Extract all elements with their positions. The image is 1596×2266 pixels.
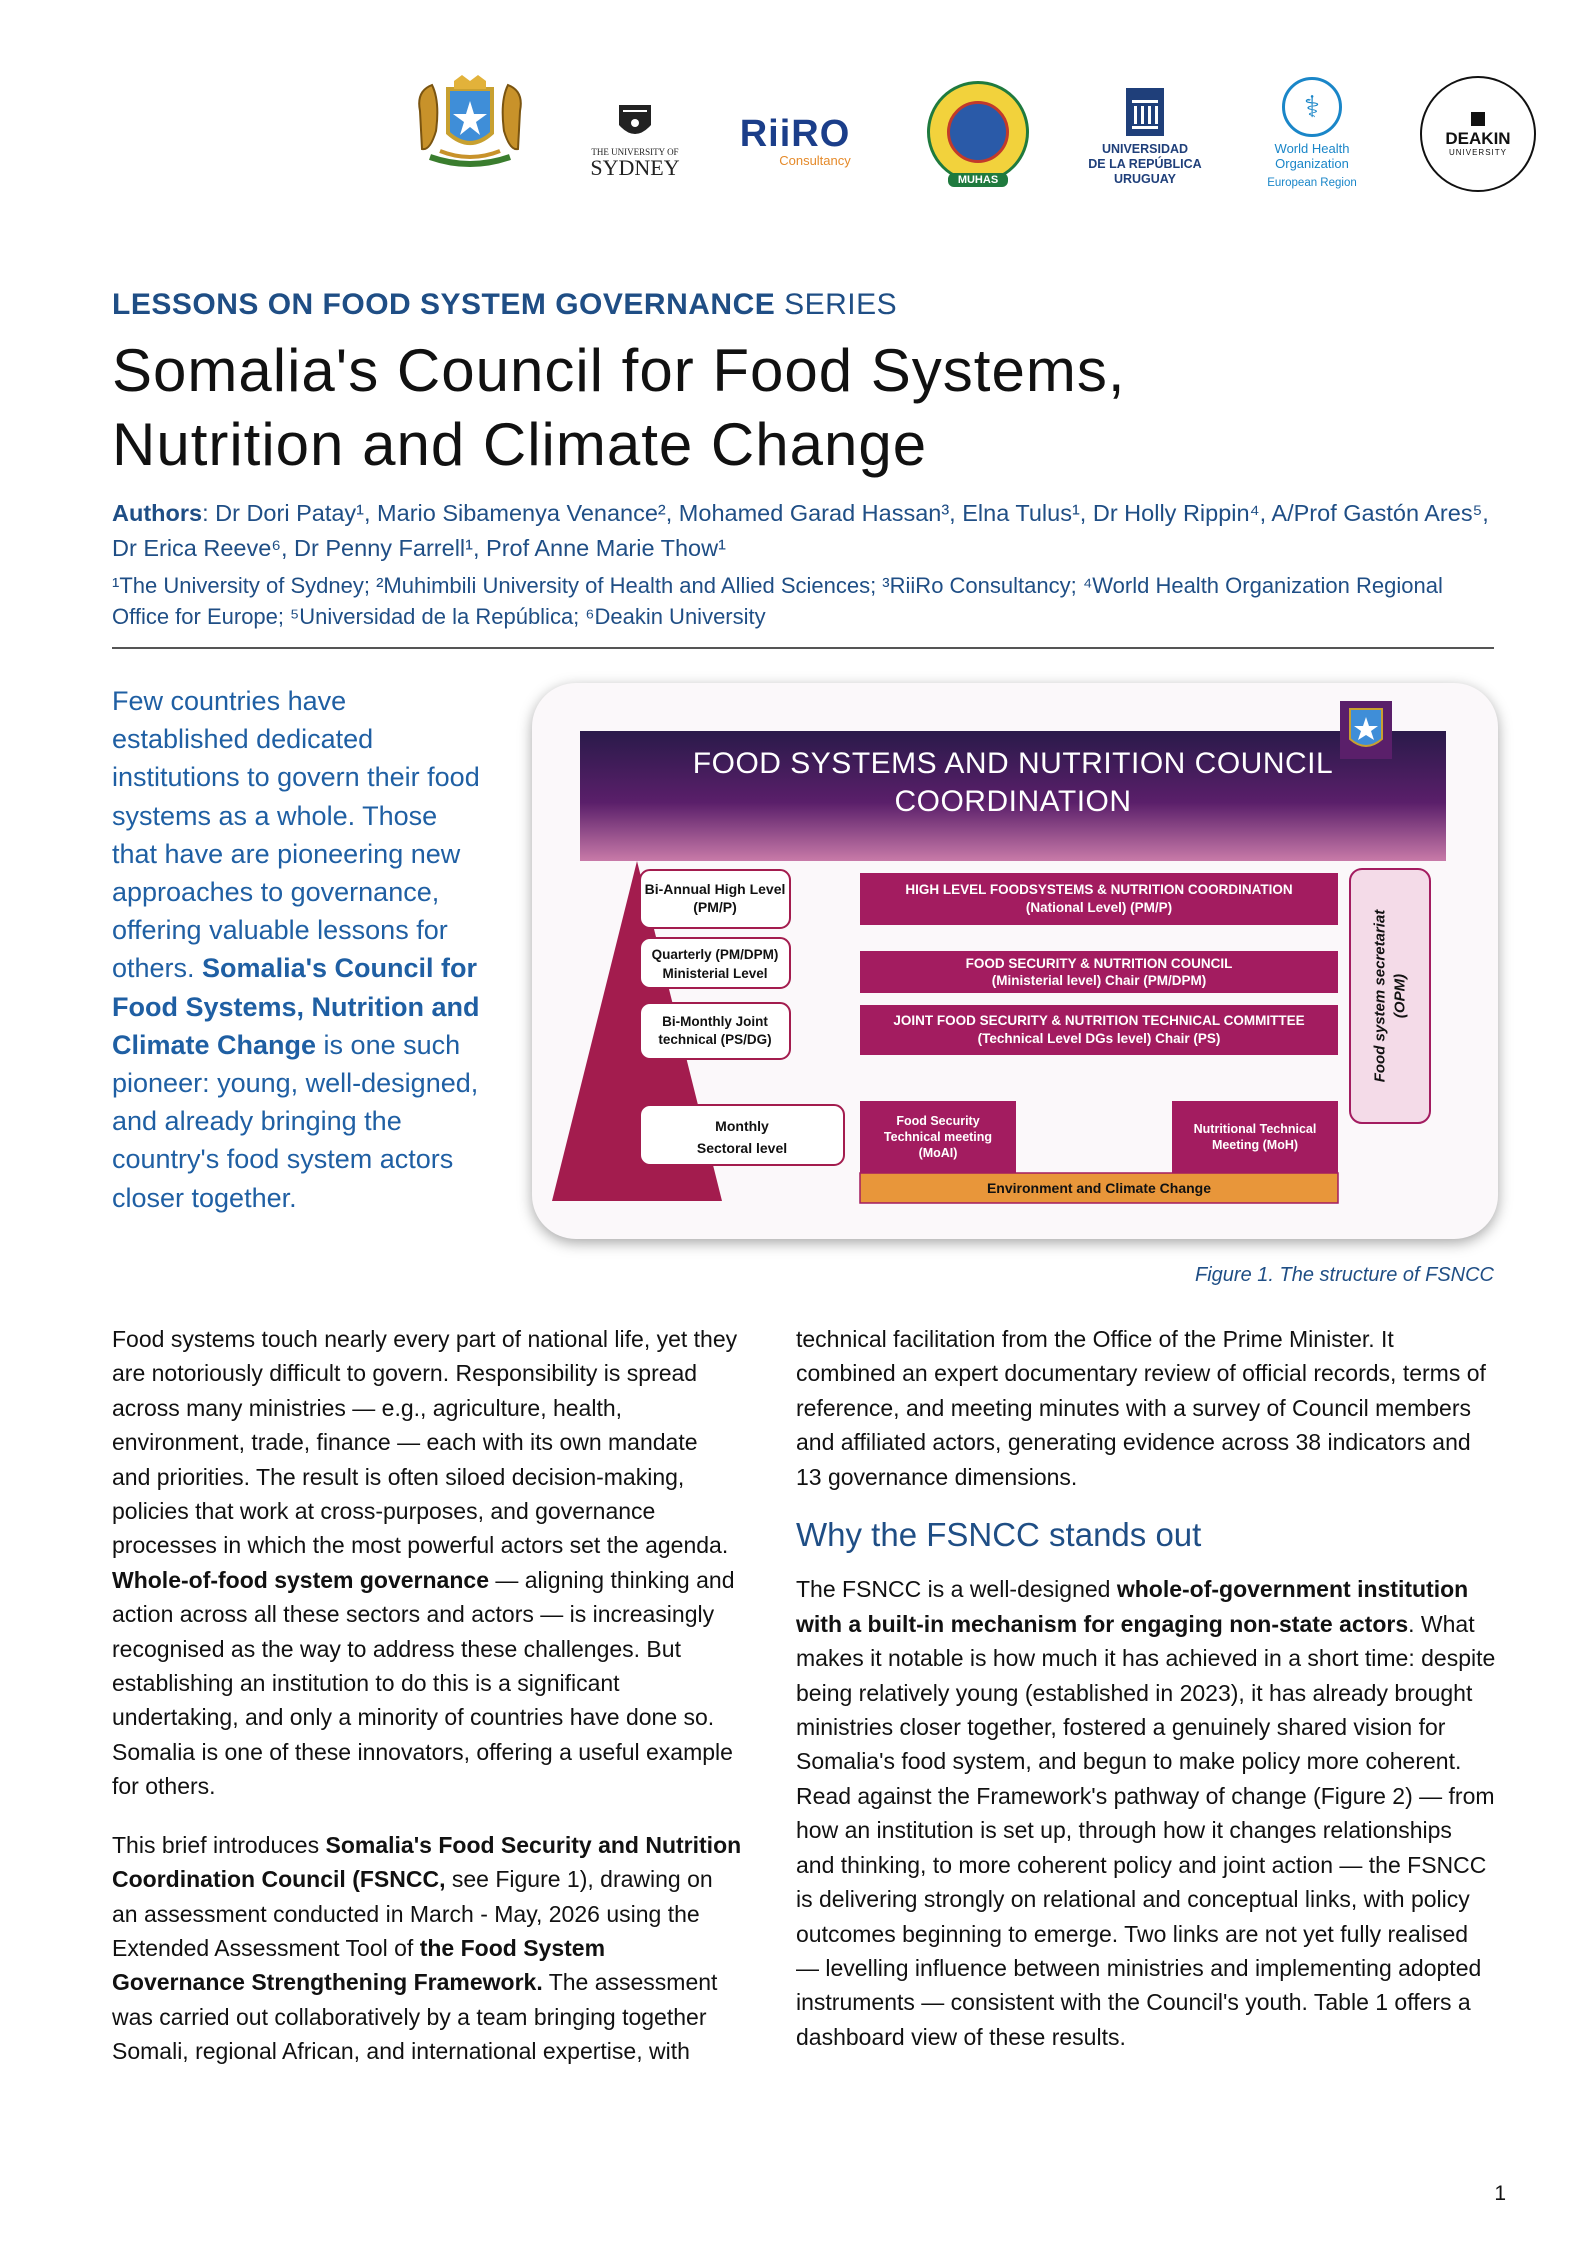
sydney-line1: THE UNIVERSITY OF xyxy=(591,147,679,157)
udelar-line2: DE LA REPÚBLICA xyxy=(1088,156,1202,171)
env-label: Environment and Climate Change xyxy=(986,1180,1212,1196)
banner-line2: COORDINATION xyxy=(894,785,1132,818)
right-paragraph-2 xyxy=(796,1572,1496,2054)
deakin-circle xyxy=(1420,76,1536,192)
left-column xyxy=(112,1322,742,2093)
affiliations: ¹The University of Sydney; ²Muhimbili University of Health and Allied Sciences; ³RiiRo Consultancy; ⁴World Health Organization Regional Office for Europe; ⁵Universidad de la República; ⁶Deakin University xyxy=(112,573,1443,629)
level-4-line1: Monthly xyxy=(715,1118,769,1134)
fs-meeting-label xyxy=(860,1113,1016,1161)
authors-label: Authors xyxy=(112,500,203,526)
who-line3: European Region xyxy=(1267,177,1357,189)
right-p2a: The FSNCC is a well-designed xyxy=(796,1576,1117,1603)
left-p2d: the Food System Governance Strengthening Framework. xyxy=(112,1934,606,1996)
deakin-mark-icon xyxy=(1471,112,1485,126)
right-paragraph-1: technical facilitation from the Office of the Prime Minister. It combined an expert documentary review of official records, terms of reference, and meeting minutes with a survey of Council members and affiliated actors, generating evidence across 38 indicators and 13 governance dimensions. xyxy=(796,1326,1486,1490)
left-p2e: The assessment was carried out collaboratively by a team bringing together Somali, regional African, and international expertise, with xyxy=(112,1969,718,2065)
banner-line1: FOOD SYSTEMS AND NUTRITION COUNCIL xyxy=(692,747,1334,780)
level-1-line2: (PM/P) xyxy=(693,899,737,915)
level-3-line1: Bi-Monthly Joint xyxy=(662,1014,768,1029)
intro-bold: Somalia's Council for Food Systems, Nutrition and Climate Change xyxy=(112,953,480,1060)
fs-line1: Food Security xyxy=(896,1114,980,1128)
nt-line2: Meeting (MoH) xyxy=(1211,1138,1299,1152)
page-number: 1 xyxy=(1494,2182,1506,2205)
who-line1: World Health xyxy=(1274,141,1350,156)
authors xyxy=(112,496,1492,566)
deakin-line2: UNIVERSITY xyxy=(1448,147,1507,157)
series-heading xyxy=(112,288,897,322)
nt-line1: Nutritional Technical xyxy=(1193,1122,1317,1136)
left-p2b: Somalia's Food Security and Nutrition Coordination Council (FSNCC, xyxy=(112,1831,742,1893)
body-1-line2: (National Level) (PM/P) xyxy=(1025,900,1173,915)
body-label-3 xyxy=(860,1012,1338,1048)
level-label-2 xyxy=(640,945,790,983)
udelar-building-icon xyxy=(1124,86,1166,138)
sydney-crest-icon xyxy=(617,103,653,143)
fsncc-structure-figure xyxy=(532,683,1498,1239)
series-bold: LESSONS ON FOOD SYSTEM GOVERNANCE xyxy=(112,288,776,321)
muhas-seal-icon xyxy=(927,81,1029,183)
page-title xyxy=(112,334,1492,482)
sydney-line2: SYDNEY xyxy=(590,155,680,180)
right-p2c: . What makes it notable is how much it has achieved in a short time: despite being relatively young (established in 2023), it has already brought ministries closer together, fostered a genuinely shared vision for Somalia's food system, and begun to make policy more coherent. Read against the Framework's pathway of change (Figure 2) — from how an institution is set up, through how it changes relationships and thinking, to more coherent policy and joint action — the FSNCC is delivering strongly on relational and conceptual links, with policy outcomes beginning to emerge. Two links are not yet fully realised — levelling influence between ministries and implementing adopted instruments — consistent with the Council's youth. Table 1 offers a dashboard view of these results. xyxy=(796,1610,1496,2050)
authors-text: : Dr Dori Patay¹, Mario Sibamenya Venance², Mohamed Garad Hassan³, Elna Tulus¹, Dr Holly Rippin⁴, A/Prof Gastón Ares⁵, Dr Erica Reeve⁶, Dr Penny Farrell¹, Prof Anne Marie Thow¹ xyxy=(112,500,1489,561)
intro-part2: is one such pioneer: young, well-designed, and already bringing the country's food system actors closer together. xyxy=(112,1029,479,1213)
title-line2: Nutrition and Climate Change xyxy=(112,411,928,478)
intro-part1: Few countries have established dedicated institutions to govern their food systems as a whole. Those that have are pioneering new approaches to governance, offering valuable lessons for others. xyxy=(112,686,480,984)
body-label-1 xyxy=(860,881,1338,917)
left-p2a: This brief introduces xyxy=(112,1831,326,1858)
banner-title xyxy=(580,745,1446,821)
secretariat-line2: (OPM) xyxy=(1391,973,1409,1019)
header-divider xyxy=(112,647,1494,649)
level-label-1 xyxy=(640,880,790,916)
udelar-line1: UNIVERSIDAD xyxy=(1101,141,1189,156)
level-label-4 xyxy=(640,1115,844,1159)
body-2-line1: FOOD SECURITY & NUTRITION COUNCIL xyxy=(965,956,1233,971)
right-p2b: whole-of-government institution with a built-in mechanism for engaging non-state actors xyxy=(796,1576,1469,1637)
left-p2c: see Figure 1), drawing on an assessment conducted in March - May, 2026 using the Extended Assessment Tool of xyxy=(112,1866,713,1961)
left-paragraph-1 xyxy=(112,1322,742,1804)
left-paragraph-2 xyxy=(112,1828,742,2069)
deakin-line1: DEAKIN xyxy=(1445,128,1511,148)
sydney-university-logo xyxy=(580,86,690,196)
body-3-line2: (Technical Level DGs level) Chair (PS) xyxy=(977,1031,1221,1046)
partner-logos xyxy=(410,68,1540,208)
left-p1a: Food systems touch nearly every part of national life, yet they are notoriously difficult to govern. Responsibility is spread across many ministries — e.g., agriculture, health, environment, trade, finance — each with its own mandate and priorities. The result is often siloed decision-making, policies that work at cross-purposes, and governance processes in which the most powerful actors set the agenda. xyxy=(112,1326,738,1559)
body-3-line1: JOINT FOOD SECURITY & NUTRITION TECHNICAL COMMITTEE xyxy=(893,1013,1305,1028)
right-column xyxy=(796,1322,1496,2078)
level-2-line2: Ministerial Level xyxy=(662,966,768,981)
secretariat-line1: Food system secretariat xyxy=(1371,909,1389,1083)
riiro-logo xyxy=(730,106,860,176)
somalia-emblem-logo xyxy=(410,68,530,178)
secretariat-label xyxy=(1350,869,1430,1123)
who-logo xyxy=(1252,74,1372,194)
series-light: SERIES xyxy=(775,288,898,321)
intro-callout xyxy=(112,682,482,1217)
fs-line3: (MoAI) xyxy=(918,1146,958,1160)
body-1-line1: HIGH LEVEL FOODSYSTEMS & NUTRITION COORDINATION xyxy=(905,882,1293,897)
udelar-line3: URUGUAY xyxy=(1113,171,1177,186)
udelar-logo xyxy=(1080,76,1210,196)
level-1-line1: Bi-Annual High Level xyxy=(644,881,786,897)
figure-caption: Figure 1. The structure of FSNCC xyxy=(1195,1264,1494,1286)
left-p1b: Whole-of-food system governance xyxy=(112,1566,489,1593)
muhas-logo xyxy=(922,76,1034,192)
nt-meeting-label xyxy=(1172,1121,1338,1153)
somalia-coat-of-arms-icon xyxy=(410,71,530,175)
left-p1c: — aligning thinking and action across all these sectors and actors — is increasingly recognised as the way to address these challenges. But establishing an institution to do this is a significant undertaking, and only a minority of countries have done so. Somalia is one of these innovators, offering a useful example for others. xyxy=(112,1566,735,1800)
level-2-line1: Quarterly (PM/DPM) xyxy=(651,947,779,962)
riiro-sub: Consultancy xyxy=(779,152,851,168)
level-label-3 xyxy=(640,1013,790,1049)
section-heading: Why the FSNCC stands out xyxy=(796,1516,1202,1554)
riiro-name: RiiRO xyxy=(739,112,851,155)
level-4-line2: Sectoral level xyxy=(696,1140,788,1156)
deakin-logo xyxy=(1420,76,1536,192)
muhas-name: MUHAS xyxy=(948,173,1008,187)
body-label-2 xyxy=(860,955,1338,989)
fs-line2: Technical meeting xyxy=(883,1130,993,1144)
title-line1: Somalia's Council for Food Systems, xyxy=(112,337,1126,404)
level-3-line2: technical (PS/DG) xyxy=(658,1032,772,1047)
who-line2: Organization xyxy=(1275,156,1349,171)
who-globe-icon: ⚕ xyxy=(1282,77,1342,137)
body-2-line2: (Ministerial level) Chair (PM/DPM) xyxy=(991,973,1207,988)
